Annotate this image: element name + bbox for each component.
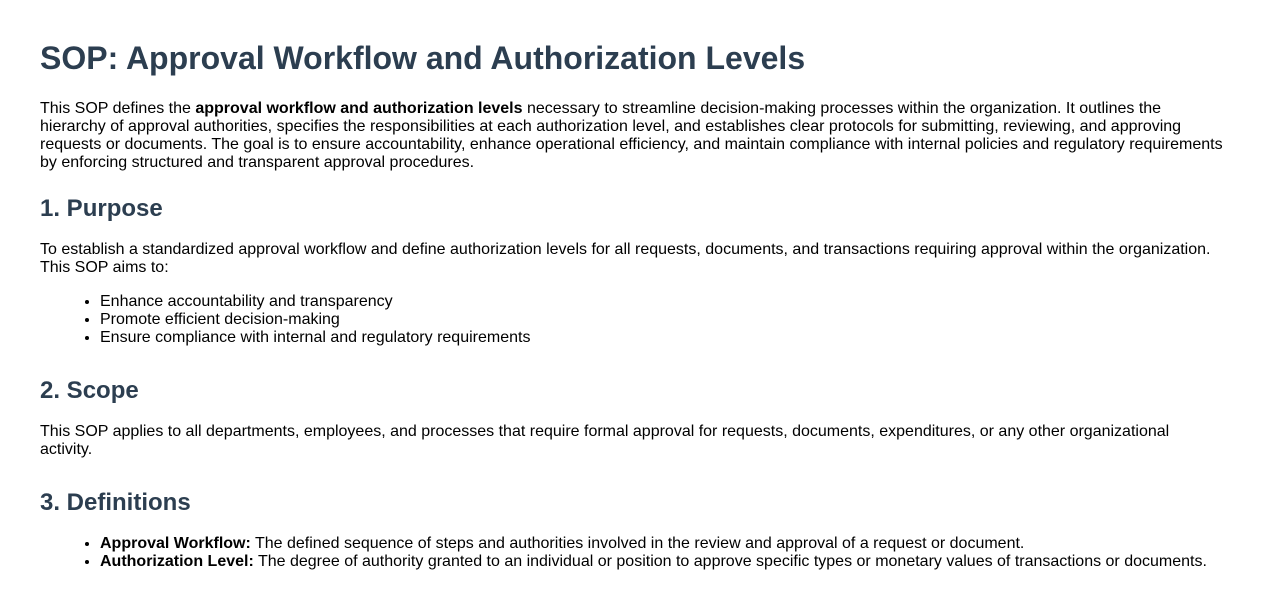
definition-term: Authorization Level: [100, 553, 254, 570]
list-item: • Enhance accountability and transparency [100, 293, 1223, 311]
definition-text: The defined sequence of steps and authorities involved in the review and approval of a request or document. [250, 535, 1025, 552]
definition-item [100, 535, 1223, 553]
purpose-list [40, 293, 1223, 347]
definition-text: The degree of authority granted to an individual or position to approve specific types or monetary values of transactions or documents. [253, 553, 1207, 570]
scope-paragraph: This SOP applies to all departments, employees, and processes that require formal approval for requests, documents, expenditures, or any other organizational activity. [40, 423, 1170, 458]
section-heading-purpose: 1. Purpose [40, 195, 163, 222]
page-title: SOP: Approval Workflow and Authorization Levels [40, 40, 806, 76]
section-heading-scope: 2. Scope [40, 377, 139, 404]
definitions-list [40, 535, 1223, 571]
definition-term: Approval Workflow: [100, 535, 251, 552]
intro-paragraph [40, 100, 1223, 172]
section-heading-definitions: 3. Definitions [40, 489, 191, 516]
purpose-paragraph: To establish a standardized approval workflow and define authorization levels for all requests, documents, and transactions requiring approval within the organization. This SOP aims to: [40, 241, 1211, 276]
definition-item [100, 553, 1223, 571]
list-item: • Ensure compliance with internal and regulatory requirements [100, 329, 1223, 347]
intro-text-bold: approval workflow and authorization levels [195, 100, 523, 117]
intro-text-after: necessary to streamline decision-making processes within the organization. It outlines the hierarchy of approval authorities, specifies the responsibilities at each authorization level, and establishes clear protocols for submitting, reviewing, and approving requests or documents. The goal is to ensure accountability, enhance operational efficiency, and maintain compliance with internal policies and regulatory requirements by enforcing structured and transparent approval procedures. [40, 100, 1223, 171]
list-item: • Promote efficient decision-making [100, 311, 1223, 329]
intro-text-before: This SOP defines the [40, 100, 196, 117]
